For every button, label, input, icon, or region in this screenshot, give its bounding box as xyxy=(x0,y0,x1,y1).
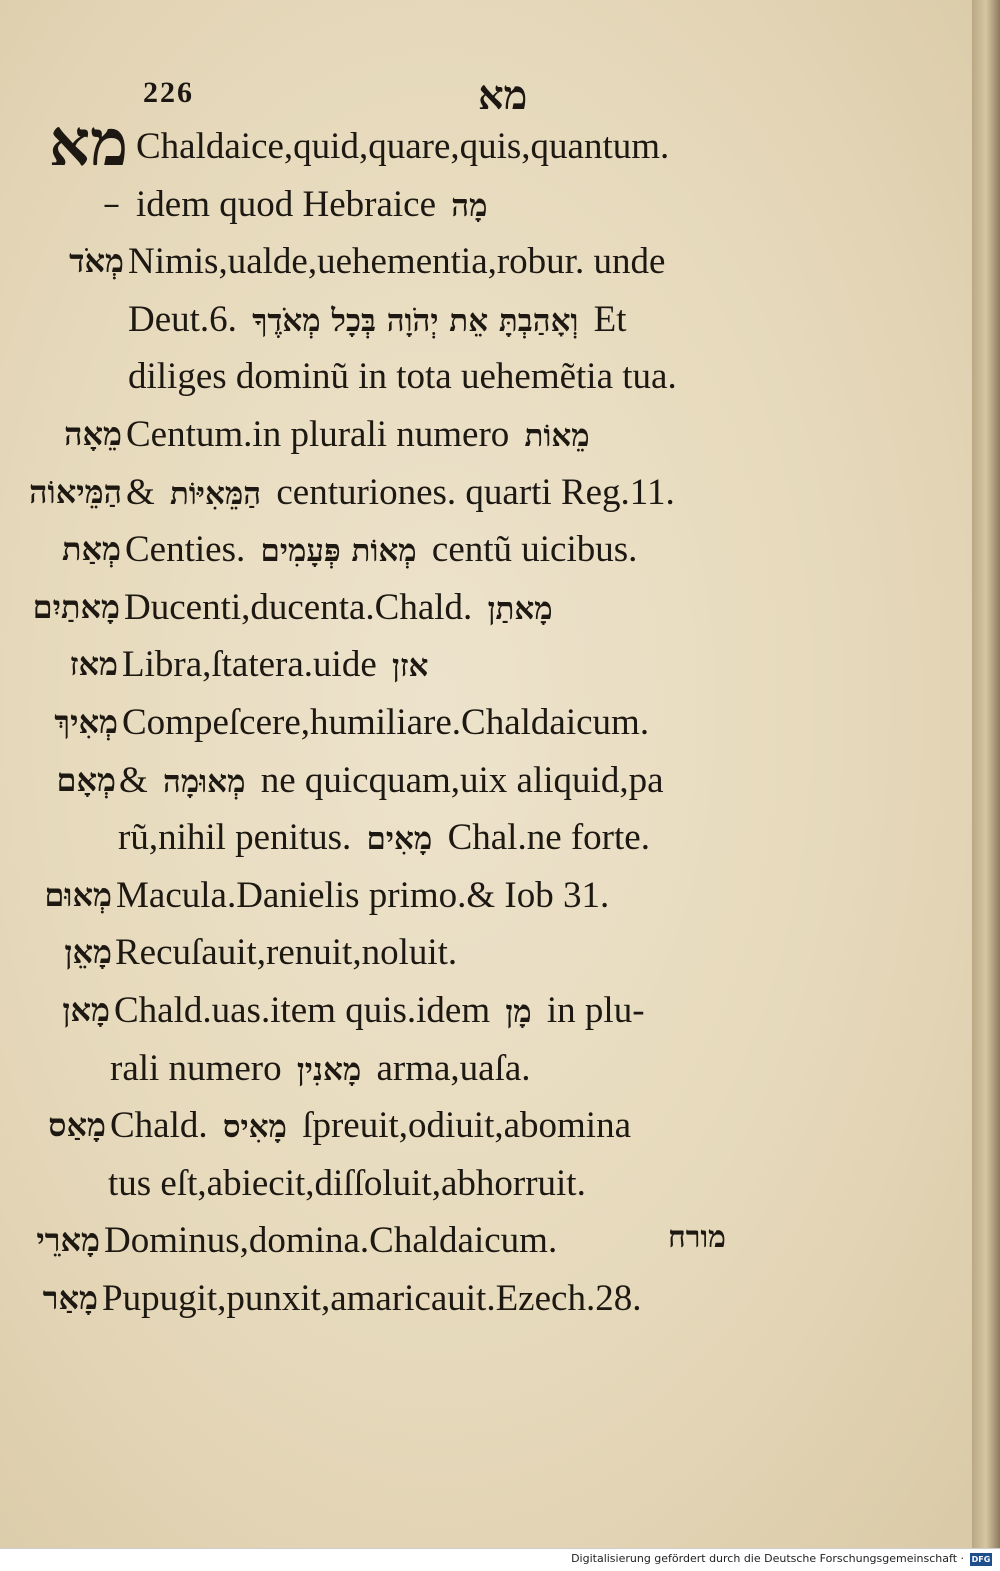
entry-text xyxy=(119,752,664,812)
hebrew-word: מָאנִין xyxy=(296,1051,362,1088)
latin-gloss: Compeſcere,humiliare.Chaldaicum. xyxy=(122,701,650,743)
entry-line xyxy=(0,464,972,522)
hebrew-word: וְאָהַבְתָּ אֵת יְהֹוָה בְּכָל מְאֹדֶךָ xyxy=(252,302,579,339)
entry-line xyxy=(0,1097,972,1155)
entry-line xyxy=(0,1212,972,1270)
latin-gloss: Macula.Danielis primo.& Iob 31. xyxy=(116,874,610,916)
entry-lemma: מָאֵן xyxy=(64,933,112,972)
entry-text xyxy=(118,809,650,869)
entry-lemma: מָאַר xyxy=(42,1278,98,1317)
running-headword: מא xyxy=(478,72,528,119)
latin-gloss: rũ,nihil penitus. xyxy=(118,817,361,859)
entry-lemma: מְאָם xyxy=(56,760,116,799)
latin-gloss: Et xyxy=(584,298,627,340)
entry-line xyxy=(0,291,972,349)
latin-gloss: Pupugit,punxit,amaricauit.Ezech.28. xyxy=(102,1277,642,1319)
entry-lemma: מָאתַיִם xyxy=(32,587,120,626)
hebrew-word: אזן xyxy=(392,648,429,685)
entry-text xyxy=(136,176,493,236)
entry-text xyxy=(122,636,434,696)
entry-lemma: מא xyxy=(48,106,128,181)
page-edge xyxy=(972,0,1000,1550)
entry-text xyxy=(126,406,596,466)
entry-line xyxy=(0,233,972,291)
entry-line xyxy=(0,752,972,810)
digitization-footer xyxy=(0,1548,1000,1571)
continuation-dash: – xyxy=(103,183,120,224)
latin-gloss: tus eſt,abiecit,diſſoluit,abhorruit. xyxy=(108,1162,586,1204)
entry-lemma: מָאַס xyxy=(48,1106,106,1145)
entry-text xyxy=(136,118,669,176)
entry-lemma: מְאַת xyxy=(61,530,121,569)
entry-text xyxy=(102,1270,641,1328)
hebrew-word: מָאִיס xyxy=(222,1109,287,1146)
entry-text xyxy=(124,579,559,639)
entry-line xyxy=(0,924,972,982)
entry-line xyxy=(0,982,972,1040)
latin-gloss: Chald. xyxy=(110,1105,217,1147)
latin-gloss: Chal.ne forte. xyxy=(438,817,650,859)
latin-gloss: Centies. xyxy=(125,529,255,571)
entry-text xyxy=(128,291,627,351)
latin-gloss: arma,uaſa. xyxy=(367,1047,531,1089)
running-head xyxy=(0,72,972,122)
latin-gloss: Centum.in plurali numero xyxy=(126,413,519,455)
entry-lemma: מאז xyxy=(69,645,118,684)
entry-lemma: מְאוּם xyxy=(44,875,112,914)
entry-line xyxy=(0,1270,972,1328)
entry-text xyxy=(128,233,665,291)
entry-lemma: מֵאָה xyxy=(64,414,122,453)
hebrew-word: מֵאוֹת xyxy=(524,417,590,454)
hebrew-word: מָן xyxy=(505,993,532,1030)
latin-gloss: Nimis,ualde,uehementia,robur. unde xyxy=(128,241,666,283)
entry-line xyxy=(0,636,972,694)
dfg-logo: DFG xyxy=(971,1555,991,1564)
entry-lemma: מָארֵי xyxy=(36,1221,100,1260)
entry-text xyxy=(110,1097,631,1157)
latin-gloss: Libra,ſtatera.uide xyxy=(122,644,387,686)
entry-lemma: מָאן xyxy=(62,990,110,1029)
latin-gloss: centuriones. quarti Reg.11. xyxy=(267,471,675,513)
footer-text: Digitalisierung gefördert durch die Deutsche Forschungsgemeinschaft · xyxy=(571,1552,964,1565)
latin-gloss: Dominus,domina.Chaldaicum. xyxy=(104,1220,558,1262)
entry-text xyxy=(125,521,637,581)
latin-gloss: Recuſauit,renuit,noluit. xyxy=(115,932,458,974)
entry-line xyxy=(0,809,972,867)
hebrew-word: מְאוּמָה xyxy=(163,763,246,800)
entry-line xyxy=(0,579,972,637)
entry-line xyxy=(0,106,972,181)
entry-line xyxy=(0,176,972,234)
page-number: 226 xyxy=(143,76,194,109)
entry-line xyxy=(0,406,972,464)
entry-line xyxy=(0,521,972,579)
latin-gloss: rali numero xyxy=(110,1047,291,1089)
entry-lemma: מְאֹד xyxy=(69,242,124,281)
entry-text xyxy=(104,1212,557,1270)
latin-gloss: & xyxy=(119,759,158,801)
catchword: מורח xyxy=(668,1220,726,1255)
entry-text xyxy=(114,982,645,1042)
latin-gloss: Chald.uas.item quis.idem xyxy=(114,989,500,1031)
entry-text xyxy=(116,867,609,925)
hebrew-word: מָאִים xyxy=(366,821,433,858)
entry-text xyxy=(122,694,649,752)
latin-gloss: Deut.6. xyxy=(128,298,247,340)
entry-text xyxy=(110,1040,531,1100)
entry-text xyxy=(115,924,457,982)
latin-gloss: Chaldaice,quid,quare,quis,quantum. xyxy=(136,126,670,167)
latin-gloss: ſpreuit,odiuit,abomina xyxy=(292,1105,632,1147)
latin-gloss: in plu- xyxy=(537,989,645,1031)
latin-gloss: Ducenti,ducenta.Chald. xyxy=(124,586,482,628)
latin-gloss: & xyxy=(126,471,165,513)
entry-text xyxy=(128,348,677,406)
hebrew-word: מָאתַן xyxy=(487,590,553,627)
latin-gloss: diliges dominũ in tota uehemẽtia tua. xyxy=(128,356,677,398)
entry-line xyxy=(0,867,972,925)
hebrew-word: מָה xyxy=(451,187,488,224)
entry-line xyxy=(0,348,972,406)
latin-gloss: idem quod Hebraice xyxy=(136,183,446,225)
hebrew-word: מְאוֹת פְּעָמִים xyxy=(260,533,417,570)
dictionary-entries xyxy=(0,106,972,1327)
entry-text xyxy=(108,1155,586,1213)
latin-gloss: centũ uicibus. xyxy=(422,529,638,571)
latin-gloss: ne quicquam,uix aliquid,pa xyxy=(251,759,664,801)
entry-line xyxy=(0,1040,972,1098)
entry-lemma: מְאִיךְ xyxy=(54,702,118,741)
entry-line xyxy=(0,694,972,752)
entry-line xyxy=(0,1155,972,1213)
hebrew-word: הַמֵּאִיּוֹת xyxy=(170,475,262,512)
entry-lemma: הַמֵּיאוֹה xyxy=(29,472,122,511)
entry-text xyxy=(126,464,675,524)
